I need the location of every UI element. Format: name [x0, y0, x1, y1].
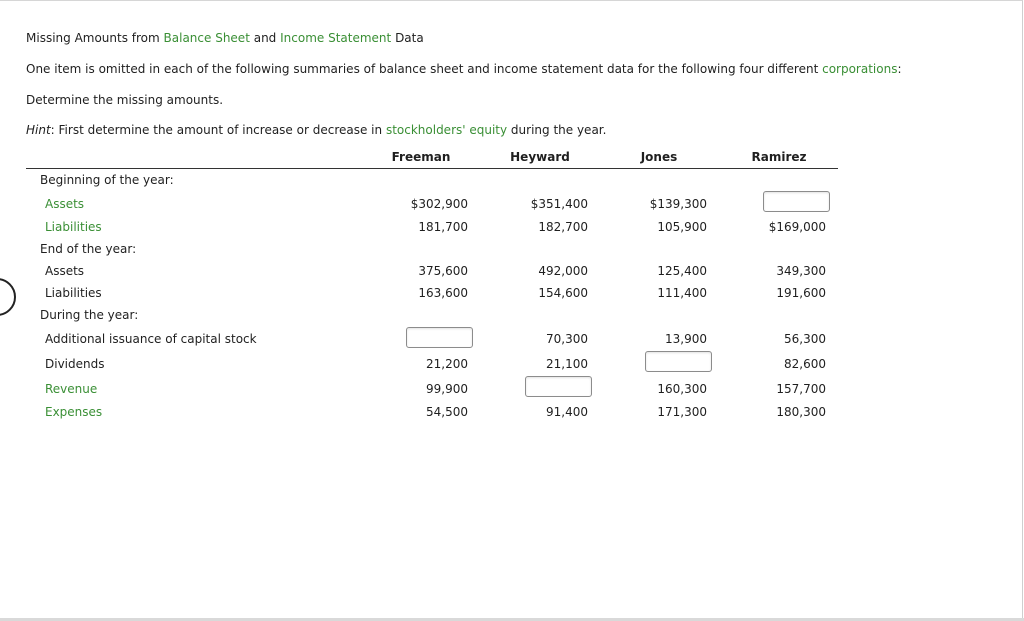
cell-heyward-expenses: 91,400: [546, 405, 588, 419]
cell-heyward-capital-stock: 70,300: [546, 332, 588, 346]
cell-ramirez-end-liabilities: 191,600: [776, 286, 826, 300]
column-header-jones: Jones: [640, 150, 678, 164]
row-label-end-assets: Assets: [45, 264, 85, 278]
corporations-link[interactable]: corporations: [822, 62, 898, 76]
cell-ramirez-revenue: 157,700: [776, 382, 826, 396]
row-label-begin-liabilities[interactable]: Liabilities: [45, 220, 102, 234]
section-beginning: Beginning of the year:: [40, 173, 174, 187]
cell-ramirez-capital-stock: 56,300: [784, 332, 826, 346]
cell-freeman-revenue: 99,900: [426, 382, 468, 396]
section-during: During the year:: [40, 308, 139, 322]
column-header-freeman: Freeman: [391, 150, 451, 164]
cell-freeman-dividends: 21,200: [426, 357, 468, 371]
cell-freeman-begin-liabilities: 181,700: [418, 220, 468, 234]
cell-heyward-begin-assets: $351,400: [530, 197, 588, 211]
cell-heyward-end-liabilities: 154,600: [538, 286, 588, 300]
cell-heyward-end-assets: 492,000: [538, 264, 588, 278]
income-statement-link[interactable]: Income Statement: [280, 31, 392, 45]
input-freeman-capital-stock[interactable]: [406, 327, 473, 348]
cell-ramirez-begin-liabilities: $169,000: [768, 220, 826, 234]
row-label-dividends: Dividends: [45, 357, 105, 371]
instruction-text: Determine the missing amounts.: [26, 93, 224, 107]
cell-jones-capital-stock: 13,900: [665, 332, 707, 346]
stockholders-equity-link[interactable]: stockholders' equity: [385, 123, 508, 137]
cell-heyward-begin-liabilities: 182,700: [538, 220, 588, 234]
cell-jones-revenue: 160,300: [657, 382, 707, 396]
header-divider: [26, 168, 838, 169]
cell-heyward-dividends: 21,100: [546, 357, 588, 371]
input-jones-dividends[interactable]: [645, 351, 712, 372]
cell-freeman-expenses: 54,500: [426, 405, 468, 419]
cell-ramirez-end-assets: 349,300: [776, 264, 826, 278]
input-heyward-revenue[interactable]: [525, 376, 592, 397]
cell-jones-begin-liabilities: 105,900: [657, 220, 707, 234]
problem-title: Missing Amounts from Balance Sheet and Income Statement Data: [26, 31, 424, 45]
cell-jones-begin-assets: $139,300: [649, 197, 707, 211]
row-label-begin-assets[interactable]: Assets: [45, 197, 85, 211]
cell-jones-end-assets: 125,400: [657, 264, 707, 278]
row-label-end-liabilities: Liabilities: [45, 286, 102, 300]
section-end: End of the year:: [40, 242, 137, 256]
column-header-ramirez: Ramirez: [751, 150, 807, 164]
cell-ramirez-dividends: 82,600: [784, 357, 826, 371]
column-header-heyward: Heyward: [510, 150, 570, 164]
intro-text: One item is omitted in each of the following summaries of balance sheet and income statement data for the following four different corporations:: [26, 62, 902, 76]
cell-freeman-end-assets: 375,600: [418, 264, 468, 278]
cell-jones-end-liabilities: 111,400: [657, 286, 707, 300]
balance-sheet-link[interactable]: Balance Sheet: [163, 31, 250, 45]
row-label-expenses[interactable]: Expenses: [45, 405, 103, 419]
cell-jones-expenses: 171,300: [657, 405, 707, 419]
row-label-revenue[interactable]: Revenue: [45, 382, 98, 396]
hint-text: Hint: First determine the amount of increase or decrease in stockholders' equity during the year.: [26, 123, 607, 137]
cell-freeman-begin-assets: $302,900: [410, 197, 468, 211]
cell-ramirez-expenses: 180,300: [776, 405, 826, 419]
input-ramirez-begin-assets[interactable]: [763, 191, 830, 212]
row-label-capital-stock: Additional issuance of capital stock: [45, 332, 257, 346]
cell-freeman-end-liabilities: 163,600: [418, 286, 468, 300]
